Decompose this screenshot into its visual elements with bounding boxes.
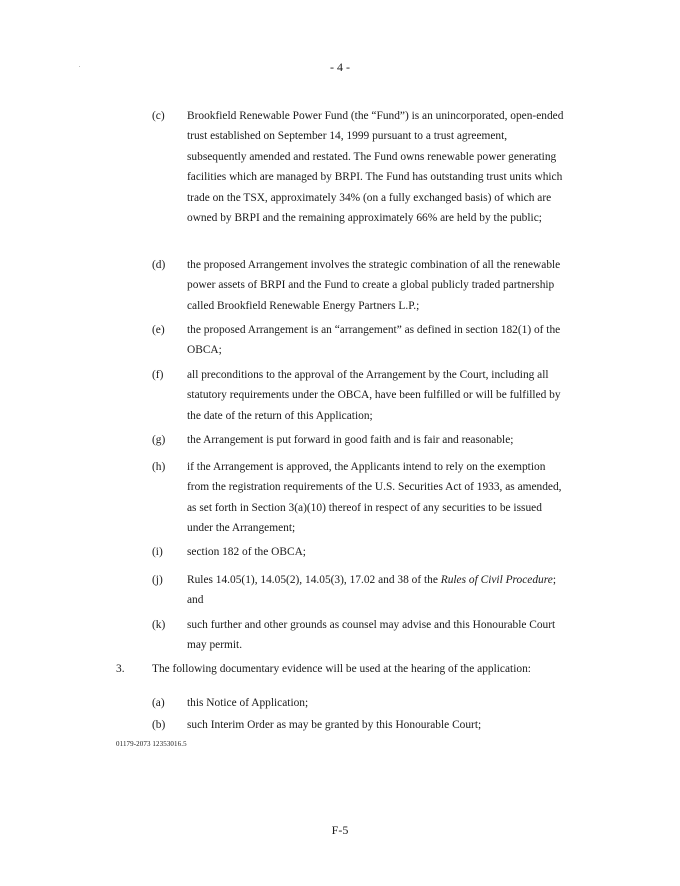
item-text-start: Rules 14.05(1), 14.05(2), 14.05(3), 17.02 and 38 of the [187,574,441,586]
item-text: Brookfield Renewable Power Fund (the “Fund”) is an unincorporated, open-ended trust established on September 14, 1999 pursuant to a trust agreement, subsequently amended and restated. The Fund owns renewable power generating facilities which are managed by BRPI. The Fund has outstanding trust units which trade on the TSX, approximately 34% (on a fully exchanged basis) of which are owned by BRPI and the remaining approximately 66% are held by the public; [187,110,564,225]
page-footer: F-5 [331,823,349,837]
item-label: (a) [152,697,165,709]
item-label: (c) [152,110,165,122]
item-label: (g) [152,434,166,446]
item-text: section 182 of the OBCA; [187,546,306,558]
paragraph-text: The following documentary evidence will be used at the hearing of the application: [152,663,531,675]
item-text: all preconditions to the approval of the Arrangement by the Court, including all statutory requirements under the OBCA, have been fulfilled or will be fulfilled by the date of the return of this Application; [187,369,561,422]
item-text: such further and other grounds as counsel may advise and this Honourable Court may permit. [187,619,556,652]
item-label: (b) [152,719,166,731]
item-label: (f) [152,369,164,381]
page-number: - 4 - [330,60,350,74]
item-text: this Notice of Application; [187,697,309,709]
item-text-end: ; and [187,574,556,607]
rules-title: Rules of Civil Procedure [440,574,553,586]
paragraph-number: 3. [116,663,125,675]
item-text: the proposed Arrangement involves the strategic combination of all the renewable power assets of BRPI and the Fund to create a global publicly traded partnership called Brookfield Renewable Energy Partners L.P.; [187,259,561,312]
item-label: (i) [152,546,163,558]
item-text: such Interim Order as may be granted by this Honourable Court; [187,719,482,731]
item-label: (k) [152,619,166,631]
item-text: the Arrangement is put forward in good faith and is fair and reasonable; [187,434,514,446]
document-reference: 01179-2073 12353016.5 [116,740,187,748]
item-label: (d) [152,259,166,271]
item-label: (h) [152,461,166,473]
item-text [187,570,567,611]
item-label: (j) [152,574,163,586]
item-text: if the Arrangement is approved, the Applicants intend to rely on the exemption from the registration requirements of the U.S. Securities Act of 1933, as amended, as set forth in Section 3(a)(10) thereof in respect of any securities to be issued under the Arrangement; [187,461,562,535]
item-text: the proposed Arrangement is an “arrangement” as defined in section 182(1) of the OBCA; [187,324,561,357]
item-label: (e) [152,324,165,336]
